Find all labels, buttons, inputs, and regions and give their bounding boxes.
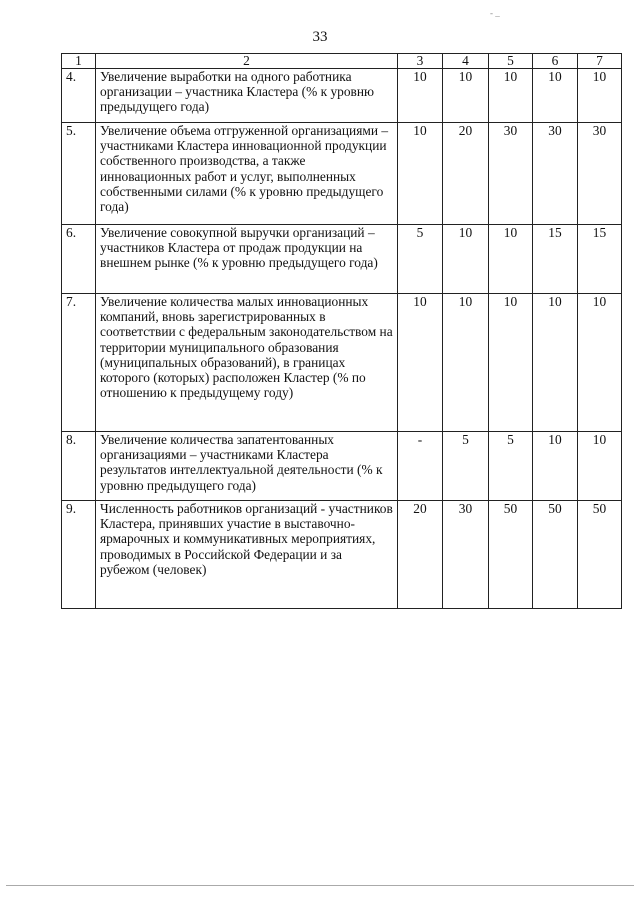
- row-value: 10: [443, 294, 489, 432]
- row-value: 50: [578, 501, 622, 609]
- header-col-4: 4: [443, 54, 489, 69]
- header-col-5: 5: [489, 54, 533, 69]
- header-col-7: 7: [578, 54, 622, 69]
- row-number: 9.: [62, 501, 96, 609]
- row-value: 10: [578, 294, 622, 432]
- row-value: 20: [398, 501, 443, 609]
- header-col-6: 6: [533, 54, 578, 69]
- row-value: 10: [533, 432, 578, 501]
- row-indicator-name: Увеличение количества малых инновационных компаний, вновь зарегистрированных в соответствии с федеральным законодательством на территории муниципального образования (муниципальных образований), в границах которого (которых) расположен Кластер (% по отношению к предыдущему году): [96, 294, 398, 432]
- table-row: [62, 123, 622, 225]
- row-number: 8.: [62, 432, 96, 501]
- table-row: [62, 501, 622, 609]
- row-value: 10: [489, 69, 533, 123]
- table-row: [62, 432, 622, 501]
- row-value: 10: [533, 69, 578, 123]
- row-value: 50: [489, 501, 533, 609]
- table-header-row: [62, 54, 622, 69]
- row-indicator-name: Численность работников организаций - участников Кластера, принявших участие в выставочно-ярмарочных и коммуникативных мероприятиях, проводимых в Российской Федерации и за рубежом (человек): [96, 501, 398, 609]
- row-number: 4.: [62, 69, 96, 123]
- row-value: 50: [533, 501, 578, 609]
- row-indicator-name: Увеличение количества запатентованных организациями – участниками Кластера результатов интеллектуальной деятельности (% к уровню предыдущего года): [96, 432, 398, 501]
- indicators-table: [61, 53, 622, 609]
- row-number: 6.: [62, 225, 96, 294]
- page-bottom-rule: [6, 885, 634, 886]
- row-value: 10: [398, 294, 443, 432]
- row-value: 10: [398, 69, 443, 123]
- row-value: 20: [443, 123, 489, 225]
- header-col-2: 2: [96, 54, 398, 69]
- row-value: 10: [443, 225, 489, 294]
- row-number: 7.: [62, 294, 96, 432]
- row-indicator-name: Увеличение выработки на одного работника организации – участника Кластера (% к уровню предыдущего года): [96, 69, 398, 123]
- row-value: 30: [578, 123, 622, 225]
- row-value: 10: [398, 123, 443, 225]
- row-value: 5: [489, 432, 533, 501]
- table-row: [62, 69, 622, 123]
- row-indicator-name: Увеличение совокупной выручки организаций – участников Кластера от продаж продукции на внешнем рынке (% к уровню предыдущего года): [96, 225, 398, 294]
- row-value: 15: [578, 225, 622, 294]
- row-value: 10: [578, 69, 622, 123]
- page-number: 33: [312, 29, 328, 45]
- row-value: 10: [443, 69, 489, 123]
- scan-speck-top: - _: [490, 8, 500, 18]
- row-value: 15: [533, 225, 578, 294]
- row-indicator-name: Увеличение объема отгруженной организациями – участниками Кластера инновационной продукции собственного производства, а также инновационных работ и услуг, выполненных собственными силами (% к уровню предыдущего года): [96, 123, 398, 225]
- row-value: 10: [489, 225, 533, 294]
- row-value: -: [398, 432, 443, 501]
- row-value: 30: [533, 123, 578, 225]
- table-row: [62, 225, 622, 294]
- row-value: 5: [398, 225, 443, 294]
- row-value: 10: [578, 432, 622, 501]
- row-value: 10: [489, 294, 533, 432]
- row-number: 5.: [62, 123, 96, 225]
- header-col-1: 1: [62, 54, 96, 69]
- table-row: [62, 294, 622, 432]
- row-value: 5: [443, 432, 489, 501]
- row-value: 30: [443, 501, 489, 609]
- row-value: 30: [489, 123, 533, 225]
- row-value: 10: [533, 294, 578, 432]
- header-col-3: 3: [398, 54, 443, 69]
